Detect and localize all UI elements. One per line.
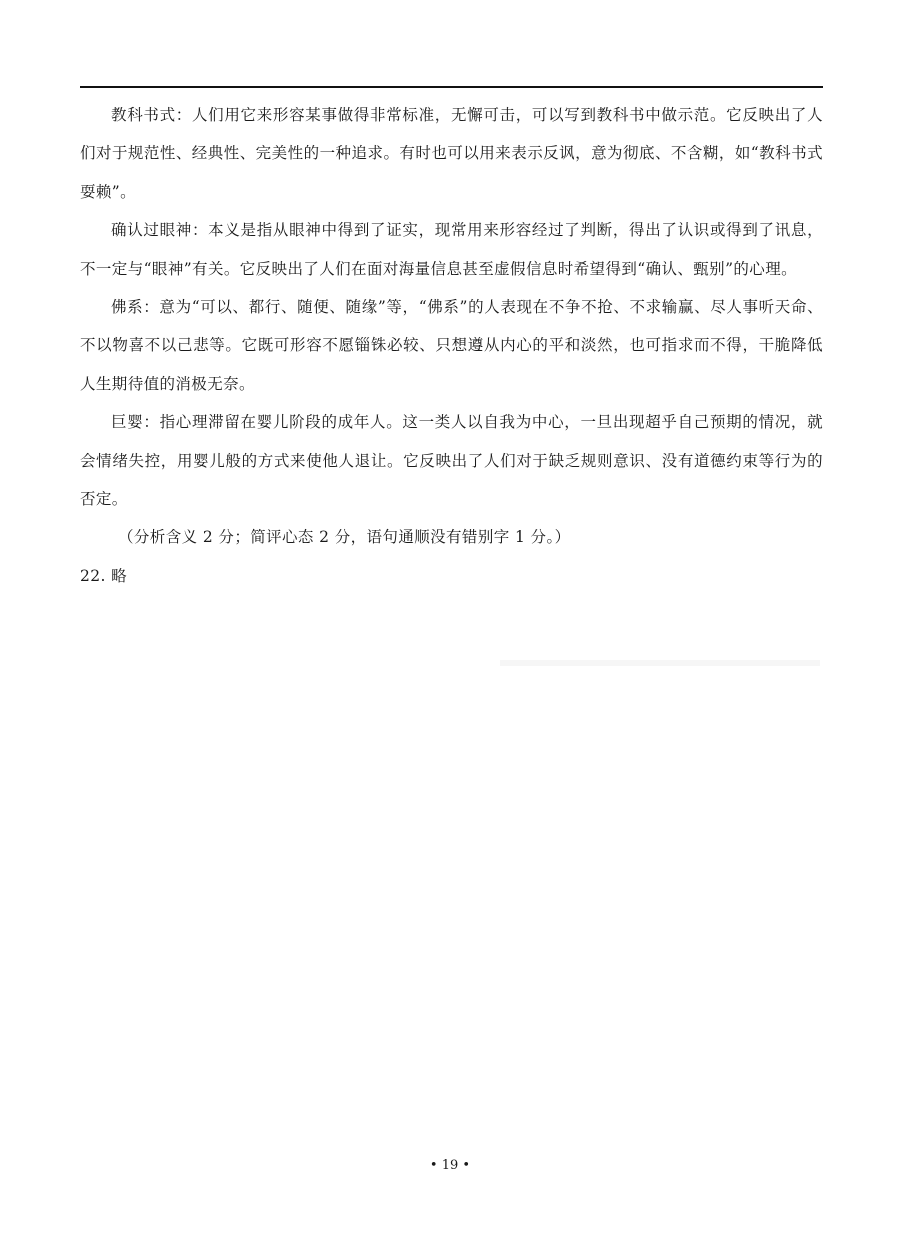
page-number: • 19 • xyxy=(429,1158,471,1173)
header-rule xyxy=(80,86,823,88)
term-paragraph-querenguoyanshen: 确认过眼神：本义是指从眼神中得到了证实，现常用来形容经过了判断，得出了认识或得到了讯息，不一定与“眼神”有关。它反映出了人们在面对海量信息甚至虚假信息时希望得到“确认、甄别”的心理。 xyxy=(80,221,823,278)
question-22-answer: 22. 略 xyxy=(80,566,128,585)
term-paragraph-foxi: 佛系：意为“可以、都行、随便、随缘”等，“佛系”的人表现在不争不抢、不求输赢、尽人事听天命、不以物喜不以己悲等。它既可形容不愿锱铢必较、只想遵从内心的平和淡然，也可指求而不得，干脆降低人生期待值的消极无奈。 xyxy=(80,298,823,393)
scoring-note: （分析含义 2 分；简评心态 2 分，语句通顺没有错别字 1 分。） xyxy=(118,528,571,547)
term-paragraph-jiaokeshushi: 教科书式：人们用它来形容某事做得非常标准，无懈可击，可以写到教科书中做示范。它反映出了人们对于规范性、经典性、完美性的一种追求。有时也可以用来表示反讽，意为彻底、不含糊，如“教科书式耍赖”。 xyxy=(80,106,823,201)
answer-body xyxy=(80,96,823,595)
scan-artifact xyxy=(500,660,820,666)
term-paragraph-juying: 巨婴：指心理滞留在婴儿阶段的成年人。这一类人以自我为中心，一旦出现超乎自己预期的情况，就会情绪失控，用婴儿般的方式来使他人退让。它反映出了人们对于缺乏规则意识、没有道德约束等行为的否定。 xyxy=(80,413,823,509)
